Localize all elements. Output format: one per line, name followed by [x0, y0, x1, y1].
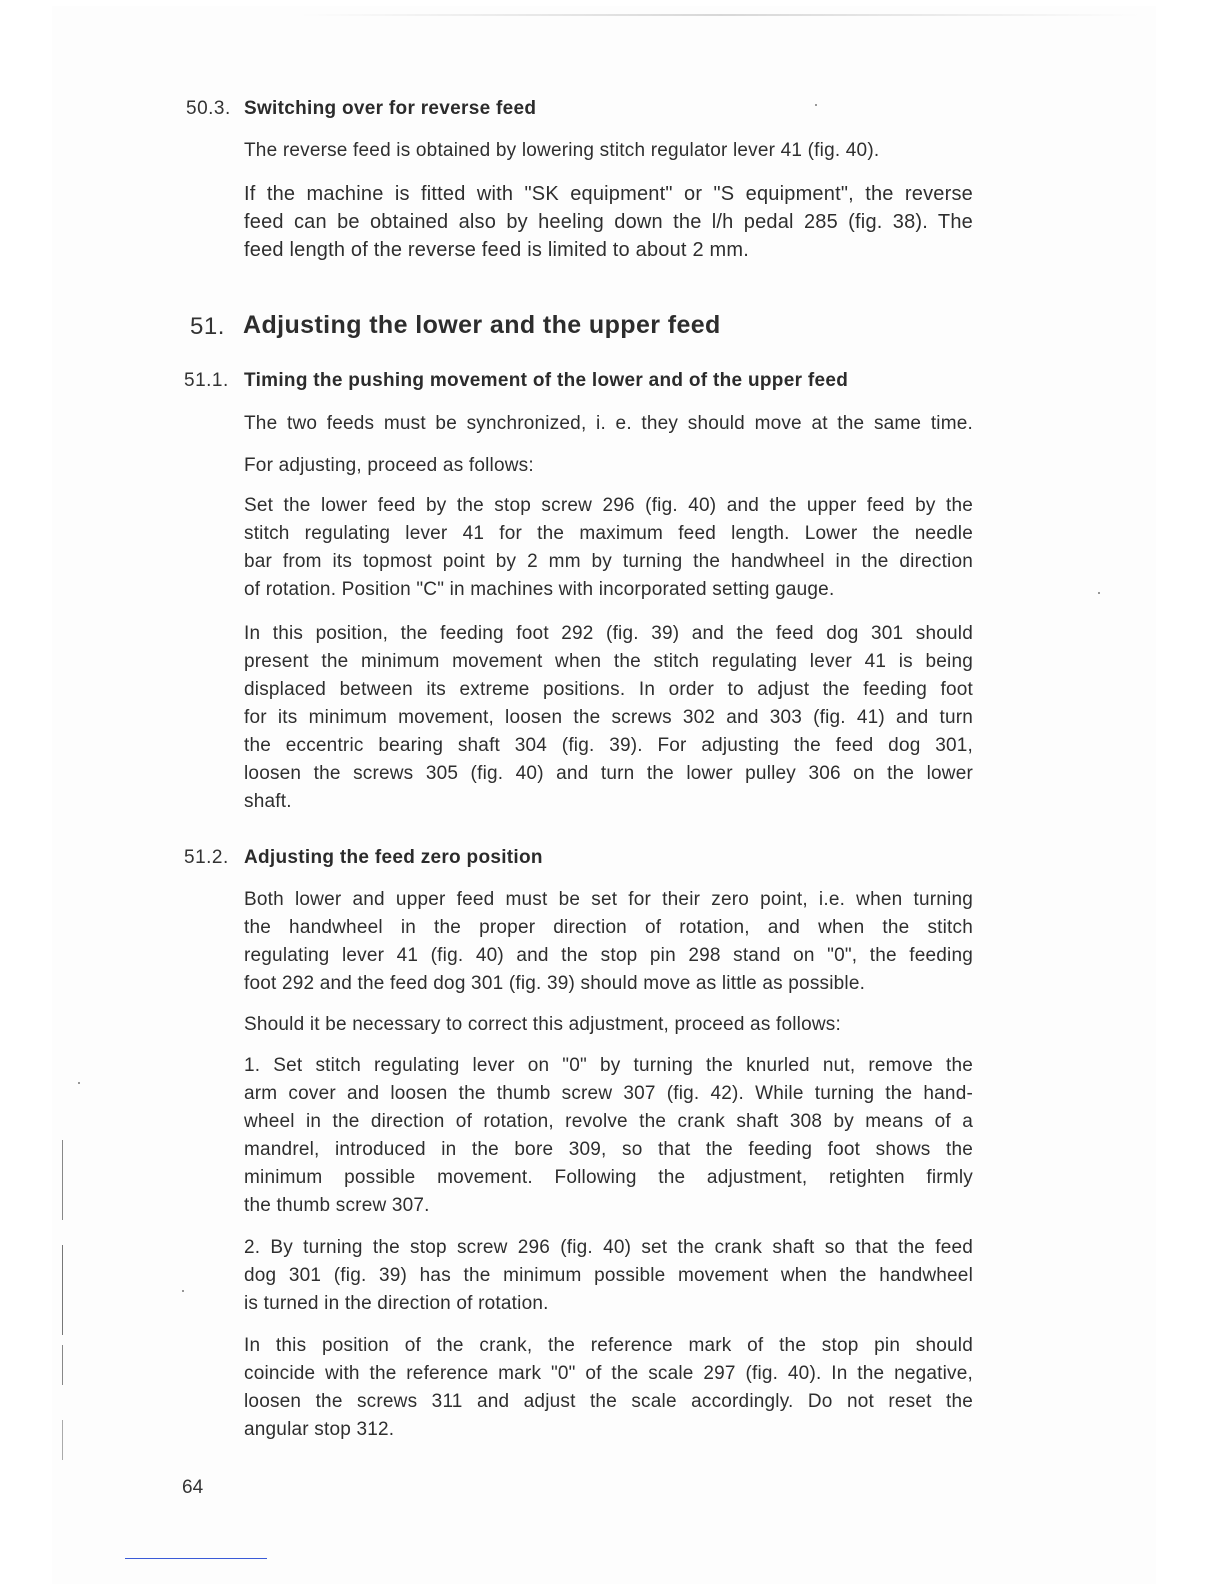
section-number: 51.1. [184, 370, 229, 391]
text-line: 1. Set stitch regulating lever on "0" by turning the knurled nut, remove the [244, 1055, 973, 1076]
text-line: the handwheel in the proper direction of rotation, and when the stitch [244, 917, 973, 938]
text-line: In this position of the crank, the reference mark of the stop pin should [244, 1335, 973, 1356]
text-line: Should it be necessary to correct this adjustment, proceed as follows: [244, 1014, 841, 1035]
paragraph [244, 180, 973, 264]
text-line: Set the lower feed by the stop screw 296 (fig. 40) and the upper feed by the [244, 495, 973, 516]
text-line: wheel in the direction of rotation, revolve the crank shaft 308 by means of a [244, 1111, 973, 1132]
section-heading: Switching over for reverse feed [244, 98, 537, 119]
text-line: feed length of the reverse feed is limited to about 2 mm. [244, 239, 750, 261]
text-line: For adjusting, proceed as follows: [244, 455, 534, 476]
text-line: dog 301 (fig. 39) has the minimum possible movement when the handwheel [244, 1265, 973, 1286]
text-line: coincide with the reference mark "0" of the scale 297 (fig. 40). In the negative, [244, 1363, 973, 1384]
text-line: displaced between its extreme positions. In order to adjust the feeding foot [244, 679, 973, 700]
text-line: regulating lever 41 (fig. 40) and the stop pin 298 stand on "0", the feeding [244, 945, 973, 966]
text-line: minimum possible movement. Following the adjustment, retighten firmly [244, 1167, 973, 1188]
text-line: arm cover and loosen the thumb screw 307 (fig. 42). While turning the hand- [244, 1083, 973, 1104]
section-heading: Timing the pushing movement of the lower and of the upper feed [244, 370, 849, 391]
paragraph [244, 620, 973, 816]
paragraph [244, 137, 973, 165]
text-line: Both lower and upper feed must be set for their zero point, i.e. when turning [244, 889, 973, 910]
paragraph [244, 886, 973, 998]
text-line: is turned in the direction of rotation. [244, 1293, 549, 1314]
text-line: stitch regulating lever 41 for the maximum feed length. Lower the needle [244, 523, 973, 544]
text-line: loosen the screws 311 and adjust the scale accordingly. Do not reset the [244, 1391, 973, 1412]
numbered-step [244, 1234, 973, 1318]
text-line: of rotation. Position "C" in machines with incorporated setting gauge. [244, 579, 835, 600]
chapter-heading: Adjusting the lower and the upper feed [243, 311, 721, 339]
text-line: angular stop 312. [244, 1419, 395, 1440]
chapter-number: 51. [190, 313, 225, 340]
section-number: 50.3. [186, 98, 231, 119]
text-line: feed can be obtained also by heeling down the l/h pedal 285 (fig. 38). The [244, 211, 973, 233]
text-line: the eccentric bearing shaft 304 (fig. 39). For adjusting the feed dog 301, [244, 735, 973, 756]
numbered-step [244, 1052, 973, 1220]
paragraph [244, 1332, 973, 1444]
text-line: loosen the screws 305 (fig. 40) and turn the lower pulley 306 on the lower [244, 763, 973, 784]
text-line: the thumb screw 307. [244, 1195, 430, 1216]
paragraph [244, 492, 973, 604]
text-line: present the minimum movement when the stitch regulating lever 41 is being [244, 651, 973, 672]
text-line: The reverse feed is obtained by lowering stitch regulator lever 41 (fig. 40). [244, 140, 880, 161]
paragraph [244, 452, 973, 480]
text-line: If the machine is fitted with "SK equipment" or "S equipment", the reverse [244, 183, 973, 205]
text-line: The two feeds must be synchronized, i. e. they should move at the same time. [244, 413, 973, 434]
text-line: mandrel, introduced in the bore 309, so that the feeding foot shows the [244, 1139, 973, 1160]
text-line: foot 292 and the feed dog 301 (fig. 39) should move as little as possible. [244, 973, 866, 994]
section-number: 51.2. [184, 847, 229, 868]
paragraph [244, 1011, 973, 1039]
section-heading: Adjusting the feed zero position [244, 847, 543, 868]
paragraph [244, 410, 973, 438]
text-line: for its minimum movement, loosen the screws 302 and 303 (fig. 41) and turn [244, 707, 973, 728]
page-number: 64 [182, 1477, 204, 1498]
text-line: shaft. [244, 791, 292, 812]
bottom-rule [125, 1558, 267, 1559]
text-line: In this position, the feeding foot 292 (fig. 39) and the feed dog 301 should [244, 623, 973, 644]
text-line: 2. By turning the stop screw 296 (fig. 40) set the crank shaft so that the feed [244, 1237, 973, 1258]
text-line: bar from its topmost point by 2 mm by turning the handwheel in the direction [244, 551, 973, 572]
